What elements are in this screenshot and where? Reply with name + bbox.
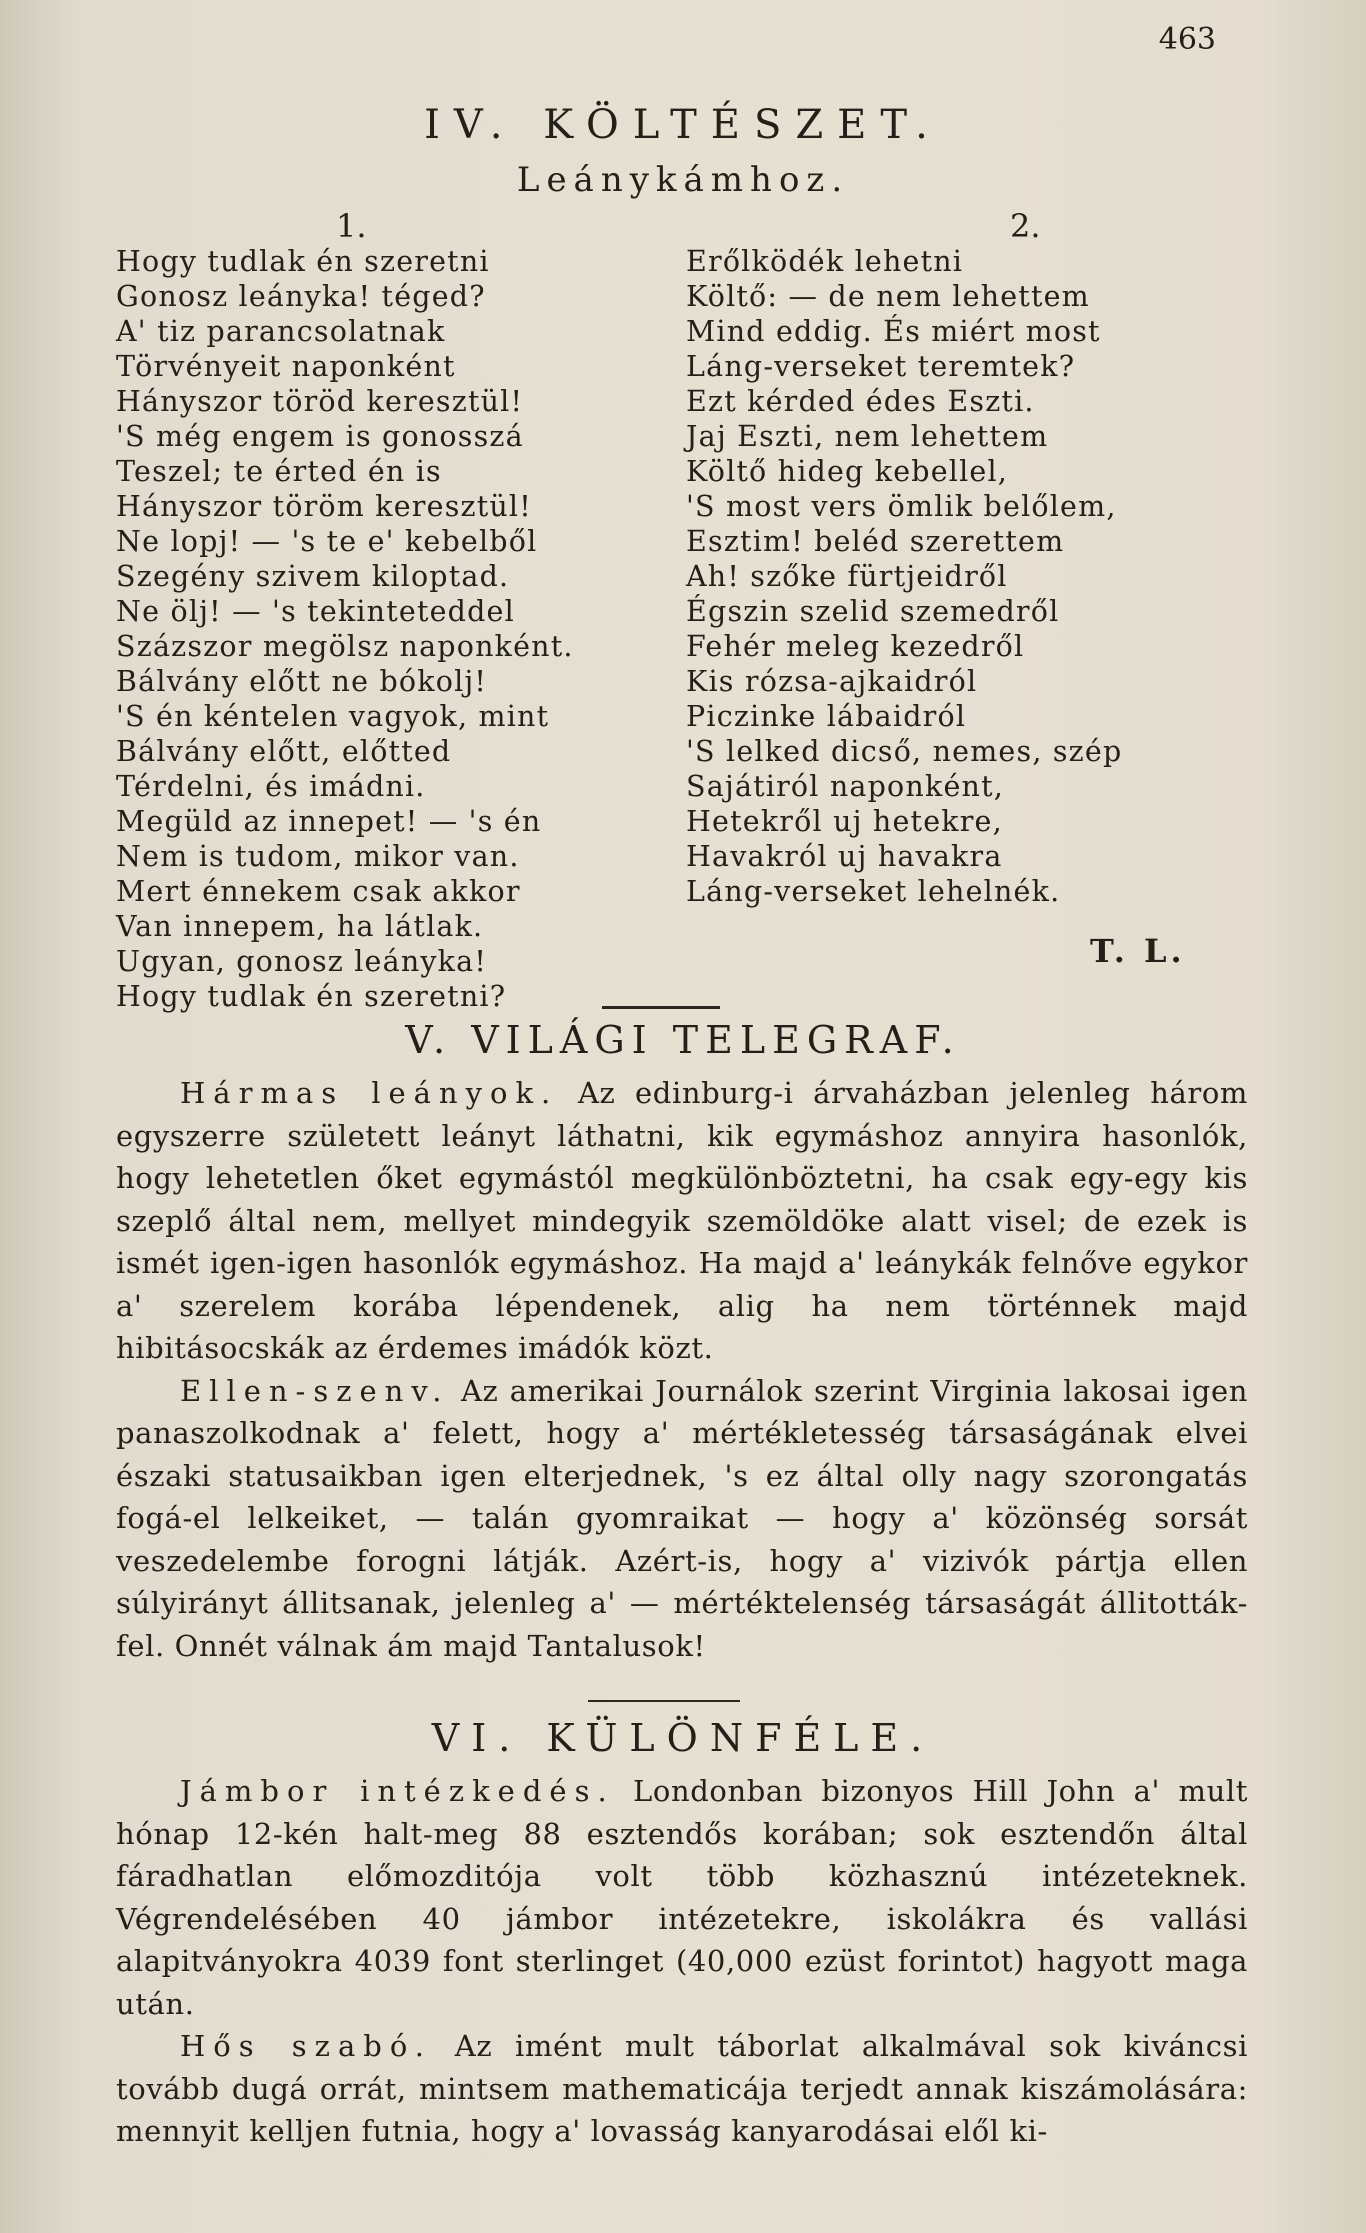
poem-line: Fehér meleg kezedről [686,630,1025,663]
poem-line: Bálvány előtt ne bókolj! [116,665,488,698]
news-text: Londonban bizonyos Hill John a' mult hónap 12-kén halt-meg 88 esztendős korában; sok esztendőn által fáradhatlan előmozditója volt több közhasznú intézeteknek. Végrendelésében 40 jámbor intézetekre, iskolákra és vallási alapitványokra 4039 font sterlinget (40,000 ezüst forintot) hagyott maga után. [116,1774,1248,2021]
poem-line: Piczinke lábaidról [686,700,967,733]
poem-line: Teszel; te érted én is [116,455,442,488]
poem-1-stanza [116,244,574,1014]
poem-line: Ne lopj! — 's te e' kebelből [116,525,538,558]
news-paragraph [116,1770,1248,2025]
poem-line: Költő hideg kebellel, [686,455,1009,488]
news-paragraph [116,1370,1248,1668]
poem-line: Százszor megölsz naponként. [116,630,574,663]
news-keyword: Hármas leányok. [180,1076,559,1110]
poem-line: Jaj Eszti, nem lehettem [686,420,1049,453]
news-keyword: Ellen-szenv. [180,1373,450,1408]
poem-line: 'S most vers ömlik belőlem, [686,490,1117,523]
section-iv-title: IV. KÖLTÉSZET. [424,102,942,148]
news-text: Az imént mult táborlat alkalmával sok kiváncsi tovább dugá orrát, mintsem mathematicája terjedt annak kiszámolására: mennyit kelljen futnia, hogy a' lovasság kanyarodásai elől ki- [116,2029,1248,2148]
poem-line: Hányszor töröd keresztül! [116,385,524,418]
news-text: Az edinburg-i árvaházban jelenleg három egyszerre született leányt láthatni, kik egymáshoz annyira hasonlók, hogy lehetetlen őket egymástól megkülönböztetni, ha csak egy-egy kis szeplő által nem, mellyet mindegyik szemöldöke alatt visel; de ezek is ismét igen-igen hasonlók egymáshoz. Ha majd a' leánykák felnőve egykor a' szerelem korába lépendenek, alig ha nem történnek majd hibitásocskák az érdemes imádók közt. [116,1076,1248,1365]
poem-line: Láng-verseket teremtek? [686,350,1076,383]
poem-line: Kis rózsa-ajkaidról [686,665,978,698]
poem-line: Nem is tudom, mikor van. [116,840,520,873]
poem-line: Havakról uj havakra [686,840,1003,873]
poem-line: Ugyan, gonosz leányka! [116,945,487,978]
poem-1-number: 1. [336,207,367,245]
poem-line: Szegény szivem kiloptad. [116,560,510,593]
section-divider [588,1700,740,1702]
section-divider [602,1006,720,1009]
poem-line: 'S még engem is gonosszá [116,420,524,453]
poem-line: Sajátiról naponként, [686,770,1004,803]
poem-line: Megüld az innepet! — 's én [116,805,542,838]
poem-line: Gonosz leányka! téged? [116,280,486,313]
news-keyword: Jámbor intézkedés. [180,1774,615,1808]
poem-line: Ah! szőke fürtjeidről [686,560,1008,593]
section-v-title: V. VILÁGI TELEGRAF. [405,1018,961,1062]
page-number: 463 [1158,22,1216,57]
poem-line: A' tiz parancsolatnak [116,315,446,348]
poem-line: Esztim! beléd szerettem [686,525,1065,558]
poem-2-stanza [686,244,1122,909]
poem-line: Bálvány előtt, előtted [116,735,452,768]
news-text: Az amerikai Journálok szerint Virginia lakosai igen panaszolkodnak a' felett, hogy a' mértékletesség társaságának elvei északi statusaikban igen elterjednek, 's ez által olly nagy szorongatás fogá-el lelkeiket, — talán gyomraikat — hogy a' közönség sorsát veszedelembe forogni látják. Azért-is, hogy a' vizivók pártja ellen súlyirányt állitsanak, jelenleg a' — mértéktelenség társaságát állitották-fel. Onnét válnak ám majd Tantalusok! [116,1373,1248,1663]
poem-line: 'S én kéntelen vagyok, mint [116,700,550,733]
poem-line: Hányszor töröm keresztül! [116,490,532,523]
poem-line: Hetekről uj hetekre, [686,805,1003,838]
poem-line: Mind eddig. És miért most [686,315,1101,348]
poem-title: Leánykámhoz. [516,160,850,200]
poem-line: Hogy tudlak én szeretni [116,245,490,278]
telegraf-news [116,1072,1248,1667]
poem-line: Ne ölj! — 's tekinteteddel [116,595,515,628]
poem-line: Hogy tudlak én szeretni? [116,980,507,1013]
poem-line: Költő: — de nem lehettem [686,280,1090,313]
poem-signature: T. L. [1090,932,1186,970]
poem-line: Mert énnekem csak akkor [116,875,521,908]
news-keyword: Hős szabó. [180,2029,432,2063]
news-paragraph [116,1072,1248,1370]
kulonfele-news [116,1770,1248,2153]
poem-2-number: 2. [1010,207,1041,245]
section-vi-title: VI. KÜLÖNFÉLE. [431,1716,935,1760]
news-paragraph [116,2025,1248,2153]
poem-line: Égszin szelid szemedről [686,595,1060,628]
poem-line: Térdelni, és imádni. [116,770,426,803]
poem-line: Van innepem, ha látlak. [116,910,484,943]
poem-line: 'S lelked dicső, nemes, szép [686,735,1123,768]
poem-line: Ezt kérded édes Eszti. [686,385,1035,418]
poem-line: Törvényeit naponként [116,350,456,383]
poem-line: Láng-verseket lehelnék. [686,875,1061,908]
poem-line: Erőlködék lehetni [686,245,964,278]
